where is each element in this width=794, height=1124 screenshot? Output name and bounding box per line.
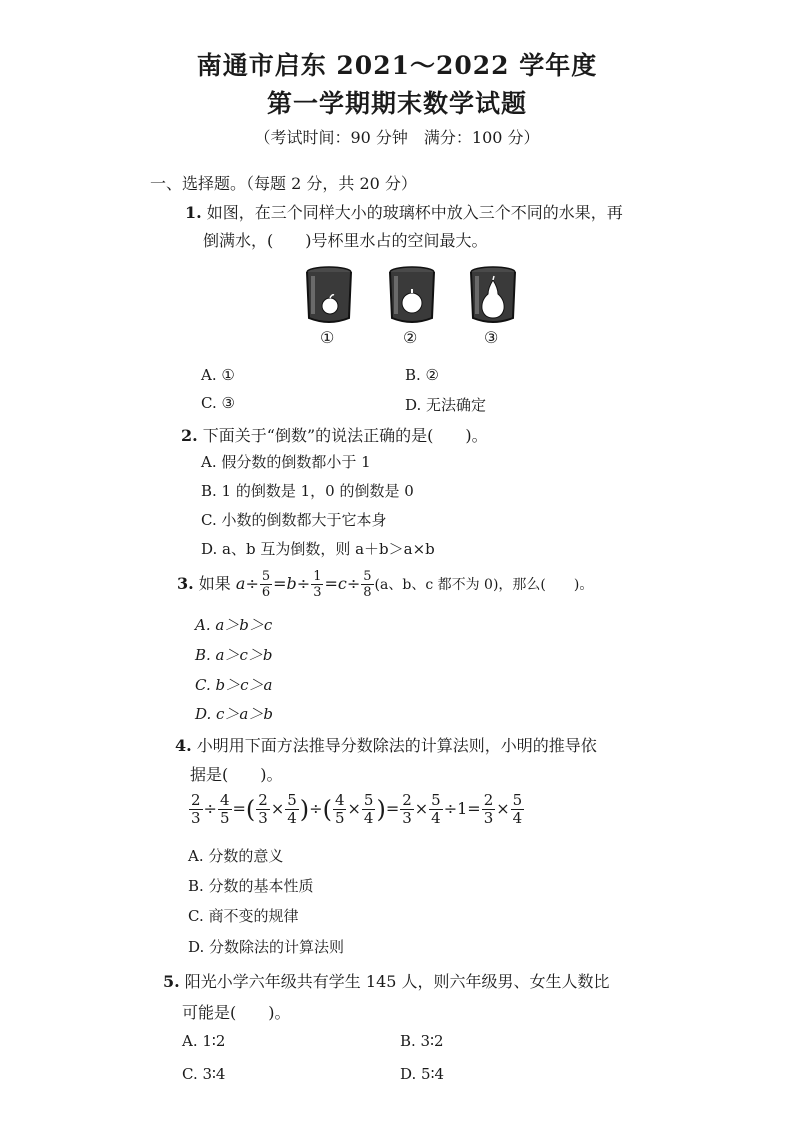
q2-option-b: B. 1 的倒数是 1，0 的倒数是 0: [201, 482, 414, 500]
operator: ×: [347, 799, 361, 818]
q4-option-b: B. 分数的基本性质: [188, 877, 314, 895]
q1-option-a: A. ①: [201, 366, 235, 384]
question-5-line1: [163, 969, 610, 992]
q1-option-b: B. ②: [405, 366, 440, 384]
q1-option-d: D. 无法确定: [405, 396, 487, 414]
question-1-line2: 倒满水，( )号杯里水占的空间最大。: [203, 231, 488, 250]
q4-option-d: D. 分数除法的计算法则: [188, 938, 345, 956]
question-number: 5.: [163, 972, 180, 991]
expr-part-2: =b÷: [273, 574, 311, 593]
paren: ): [376, 795, 386, 824]
fraction: $\frac{2}{3}$: [483, 791, 494, 827]
question-text: 小明用下面方法推导分数除法的计算法则，小明的推导依: [196, 736, 597, 755]
cup-label-1: ①: [320, 328, 335, 347]
paren: (: [322, 795, 332, 824]
operator: =: [232, 799, 246, 818]
q3-option-a: A. a＞b＞c: [195, 616, 273, 634]
q1-option-c: C. ③: [201, 394, 235, 412]
question-prefix: 如果: [198, 574, 231, 593]
fraction: $\frac{4}{5}$: [334, 791, 345, 827]
question-number: 2.: [181, 426, 198, 445]
fraction: $\frac{4}{5}$: [219, 791, 230, 827]
cup-label-3: ③: [484, 328, 499, 347]
fraction: $\frac{5}{4}$: [287, 791, 297, 827]
fraction: $\frac{2}{3}$: [191, 791, 201, 827]
exam-title-line2: 第一学期期末数学试题: [266, 89, 527, 118]
paren: (: [245, 795, 256, 824]
question-2: [181, 423, 488, 446]
question-3: [177, 569, 593, 600]
operator: ×: [414, 799, 429, 818]
q2-option-c: C. 小数的倒数都大于它本身: [201, 511, 387, 529]
operator: =: [385, 799, 400, 818]
question-suffix: (a、b、c 都不为 0)，那么( )。: [374, 577, 594, 593]
derivation-formula: [188, 792, 525, 827]
paren: ): [299, 795, 310, 824]
q5-option-b: B. 3∶2: [400, 1032, 444, 1050]
fraction: $\frac{2}{3}$: [402, 791, 412, 827]
question-text: 下面关于“倒数”的说法正确的是( )。: [202, 426, 488, 445]
fraction: $\frac{5}{4}$: [512, 791, 523, 827]
glass-cup-1-image: [304, 266, 354, 326]
question-number: 4.: [175, 736, 192, 755]
q2-option-a: A. 假分数的倒数都小于 1: [201, 453, 371, 471]
q3-option-b: B. a＞c＞b: [195, 646, 273, 664]
operator: ÷1=: [443, 799, 481, 818]
q3-option-c: C. b＞c＞a: [195, 676, 273, 694]
operator: ÷: [309, 799, 323, 818]
fraction: $\frac{2}{3}$: [258, 791, 268, 827]
fraction-5-8: $\frac{5}{8}$: [363, 569, 372, 600]
q5-option-a: A. 1∶2: [182, 1032, 226, 1050]
glass-cup-2-image: [387, 266, 437, 326]
fraction-1-3: $\frac{1}{3}$: [313, 569, 322, 600]
exam-title-line1: 南通市启东 2021～2022 学年度: [196, 51, 598, 80]
q2-option-d: D. a、b 互为倒数，则 a＋b＞a×b: [201, 540, 435, 558]
glass-cup-3-image: [468, 266, 518, 326]
question-4-line1: [175, 733, 597, 756]
q4-option-c: C. 商不变的规律: [188, 907, 299, 925]
question-1-line1: [185, 200, 623, 223]
q4-option-a: A. 分数的意义: [188, 847, 284, 865]
q5-option-c: C. 3∶4: [182, 1065, 226, 1083]
cup-label-2: ②: [403, 328, 418, 347]
operator: ×: [496, 799, 510, 818]
question-4-line2: 据是( )。: [190, 765, 283, 784]
question-5-line2: 可能是( )。: [182, 1003, 291, 1022]
section-heading: 一、选择题。（每题 2 分，共 20 分）: [150, 174, 417, 193]
fraction: $\frac{5}{4}$: [363, 791, 374, 827]
question-number: 1.: [185, 203, 202, 222]
operator: ×: [270, 799, 285, 818]
operator: ÷: [203, 799, 217, 818]
expr-part-1: a÷: [235, 574, 259, 593]
q3-option-d: D. c＞a＞b: [195, 705, 273, 723]
expr-part-3: =c÷: [324, 574, 361, 593]
question-text: 阳光小学六年级共有学生 145 人，则六年级男、女生人数比: [184, 972, 610, 991]
fraction-5-6: $\frac{5}{6}$: [261, 569, 271, 600]
question-number: 3.: [177, 574, 194, 593]
question-text: 如图，在三个同样大小的玻璃杯中放入三个不同的水果，再: [206, 203, 623, 222]
exam-info: （考试时间：90 分钟 满分：100 分）: [254, 128, 540, 147]
q5-option-d: D. 5∶4: [400, 1065, 445, 1083]
fraction: $\frac{5}{4}$: [431, 791, 441, 827]
